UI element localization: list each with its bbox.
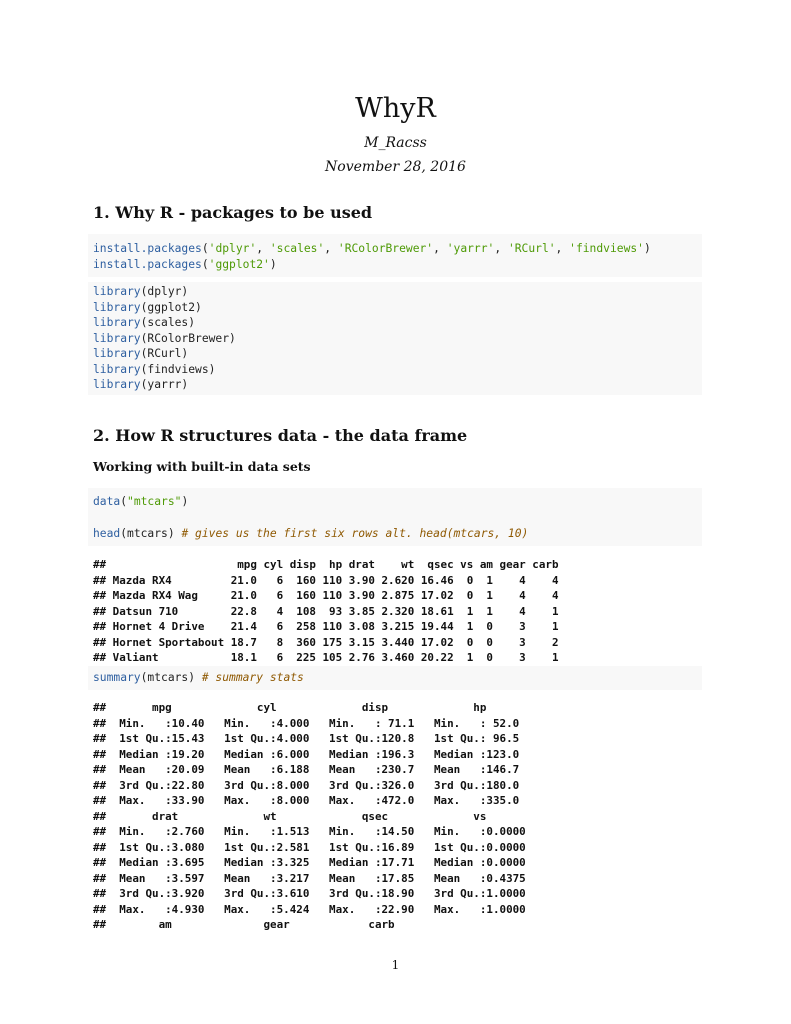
code-line-install-2: install.packages('ggplot2') xyxy=(93,258,277,271)
output-line-summary: ## Max. :33.90 Max. :8.000 Max. :472.0 Max. :335.0 xyxy=(93,794,533,807)
output-line-summary: ## drat wt qsec vs xyxy=(93,809,539,823)
output-line-summary: ## 3rd Qu.:22.80 3rd Qu.:8.000 3rd Qu.:326.0 3rd Qu.:180.0 xyxy=(93,778,533,792)
code-line-head: head(mtcars) # gives us the first six rows alt. head(mtcars, 10) xyxy=(93,527,529,540)
output-line-summary: ## Median :3.695 Median :3.325 Median :17.71 Median :0.0000 xyxy=(93,856,539,869)
output-line-summary: ## am gear carb xyxy=(93,918,434,931)
output-line-summary: ## Mean :3.597 Mean :3.217 Mean :17.85 Mean :0.4375 xyxy=(93,871,539,885)
output-line-summary: ## 3rd Qu.:3.920 3rd Qu.:3.610 3rd Qu.:18.90 3rd Qu.:1.0000 xyxy=(93,887,539,900)
code-line-library: library(RColorBrewer) xyxy=(93,331,236,345)
code-line-library: library(dplyr) xyxy=(93,285,189,298)
output-line-summary: ## Max. :4.930 Max. :5.424 Max. :22.90 Max. :1.0000 xyxy=(93,902,539,916)
document-date: November 28, 2016 xyxy=(325,159,466,175)
section-heading-why-r: 1. Why R - packages to be used xyxy=(93,203,373,222)
code-line-library: library(yarrr) xyxy=(93,378,189,391)
output-line-head: ## Mazda RX4 21.0 6 160 110 3.90 2.620 16.46 0 1 4 4 xyxy=(93,573,559,587)
output-line-summary: ## Min. :2.760 Min. :1.513 Min. :14.50 Min. :0.0000 xyxy=(93,825,539,838)
output-line-summary: ## 1st Qu.:3.080 1st Qu.:2.581 1st Qu.:16.89 1st Qu.:0.0000 xyxy=(93,840,539,854)
code-line-library: library(ggplot2) xyxy=(93,300,202,314)
output-line-head: ## Valiant 18.1 6 225 105 2.76 3.460 20.22 1 0 3 1 xyxy=(93,651,559,664)
code-line-library: library(findviews) xyxy=(93,362,216,376)
section-heading-data-frame: 2. How R structures data - the data frame xyxy=(93,426,468,445)
output-line-head: ## Hornet 4 Drive 21.4 6 258 110 3.08 3.215 19.44 1 0 3 1 xyxy=(93,620,559,633)
output-line-summary: ## 1st Qu.:15.43 1st Qu.:4.000 1st Qu.:120.8 1st Qu.: 96.5 xyxy=(93,732,533,745)
output-line-head: ## Mazda RX4 Wag 21.0 6 160 110 3.90 2.875 17.02 0 1 4 4 xyxy=(93,589,559,602)
code-line-summary: summary(mtcars) # summary stats xyxy=(93,671,304,684)
document-title: WhyR xyxy=(355,93,436,124)
output-line-summary: ## Min. :10.40 Min. :4.000 Min. : 71.1 Min. : 52.0 xyxy=(93,716,533,730)
output-line-summary: ## Median :19.20 Median :6.000 Median :196.3 Median :123.0 xyxy=(93,747,533,761)
code-line-install-1: install.packages('dplyr', 'scales', 'RColorBrewer', 'yarrr', 'RCurl', 'findviews') xyxy=(93,242,651,255)
code-line-library: library(RCurl) xyxy=(93,347,189,360)
output-line-head: ## Datsun 710 22.8 4 108 93 3.85 2.320 18.61 1 1 4 1 xyxy=(93,604,559,618)
document-author: M_Racss xyxy=(364,135,427,151)
output-line-head: ## Hornet Sportabout 18.7 8 360 175 3.15 3.440 17.02 0 0 3 2 xyxy=(93,635,559,649)
output-line-summary: ## mpg cyl disp hp xyxy=(93,701,533,714)
page-number: 1 xyxy=(391,958,400,972)
output-line-summary: ## Mean :20.09 Mean :6.188 Mean :230.7 Mean :146.7 xyxy=(93,763,533,776)
subsection-heading-built-in-data: Working with built-in data sets xyxy=(93,459,311,474)
code-line-library: library(scales) xyxy=(93,316,196,329)
code-line-data: data("mtcars") xyxy=(93,495,189,508)
output-line-head: ## mpg cyl disp hp drat wt qsec vs am gear carb xyxy=(93,558,559,571)
